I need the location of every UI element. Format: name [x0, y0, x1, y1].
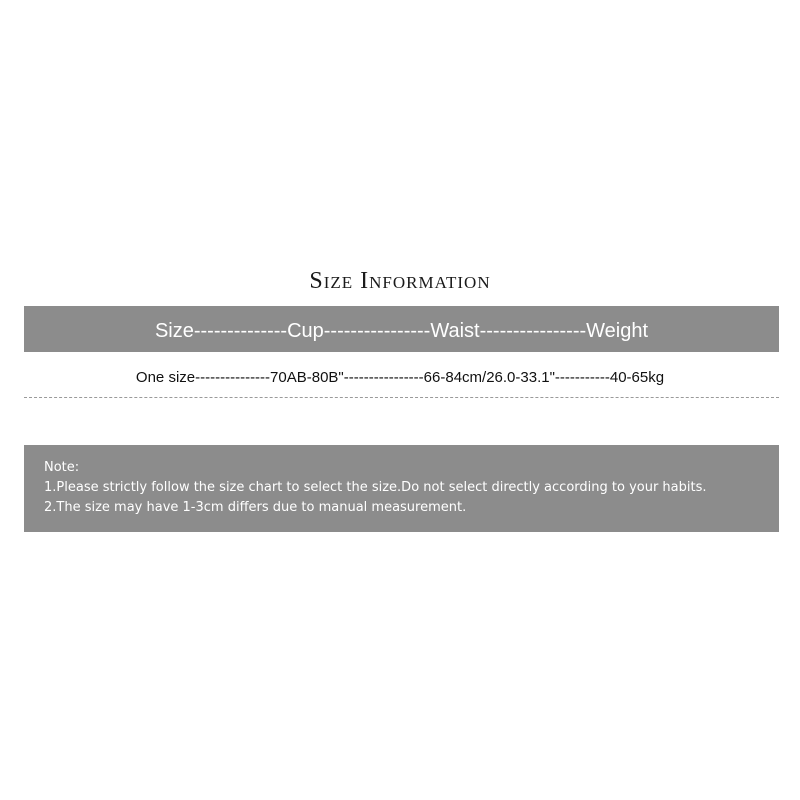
note-heading: Note: — [44, 460, 80, 475]
size-table-header — [24, 306, 779, 352]
note-line-2: 2.The size may have 1-3cm differs due to manual measurement. — [44, 500, 467, 515]
note-line-1: 1.Please strictly follow the size chart to select the size.Do not select directly according to your habits. — [44, 480, 707, 495]
size-table-header-text: Size--------------Cup----------------Waist----------------Weight — [154, 320, 649, 342]
note-box — [24, 445, 779, 532]
page-title: Size Information — [309, 268, 491, 294]
size-table-row: One size---------------70AB-80B"----------------66-84cm/26.0-33.1"-----------40-65kg — [135, 369, 665, 386]
divider — [24, 397, 779, 398]
